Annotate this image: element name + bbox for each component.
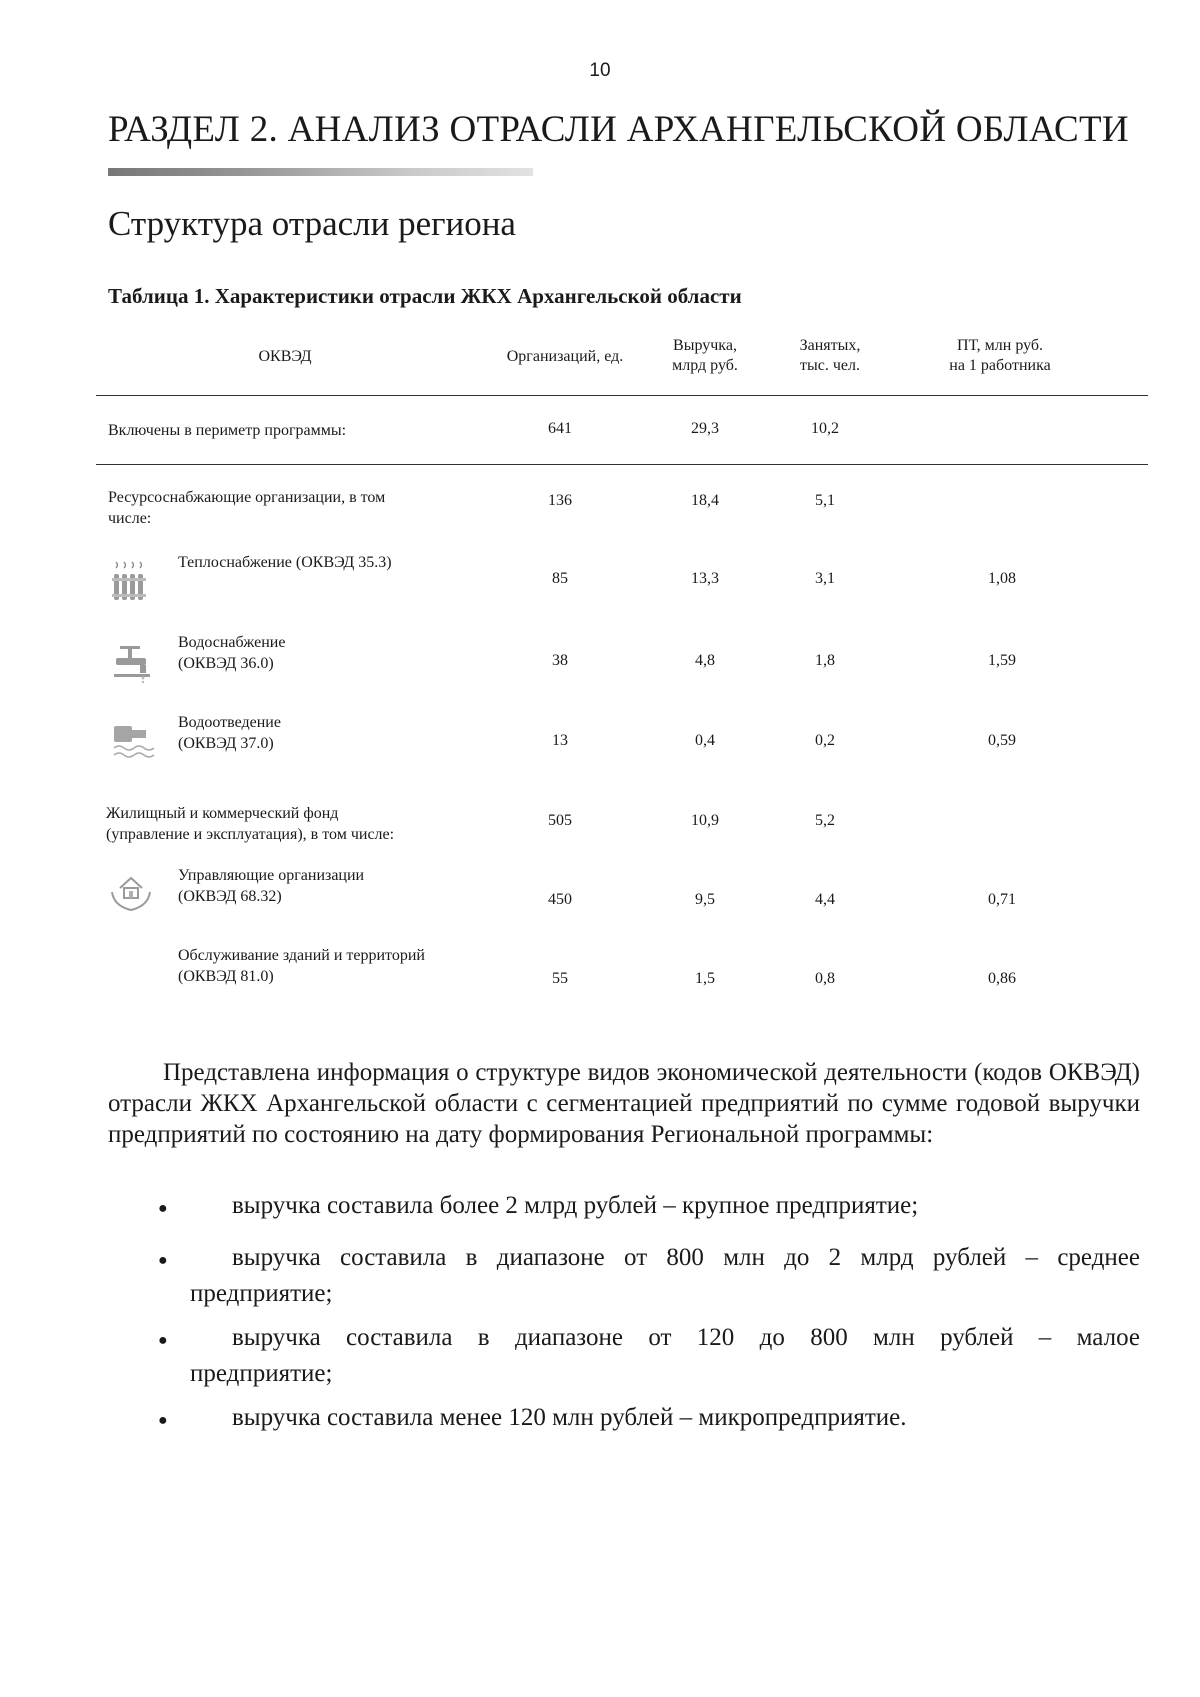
row-label: Обслуживание зданий и территорий (ОКВЭД 81.0) <box>178 947 425 985</box>
row-label: Жилищный и коммерческий фонд (управление и эксплуатация), в том числе: <box>106 805 395 843</box>
bullet-text: выручка составила менее 120 млн рублей – микропредприятие. <box>232 1404 907 1431</box>
row-orgs: 85 <box>552 570 568 587</box>
total-revenue: 29,3 <box>691 420 719 437</box>
row-pt: 0,71 <box>988 891 1016 908</box>
row-employed: 5,2 <box>815 812 835 829</box>
subsection-title: Структура отрасли региона <box>108 204 516 243</box>
row-label: Управляющие организации (ОКВЭД 68.32) <box>178 867 365 905</box>
bullet-icon: ● <box>158 1200 168 1217</box>
bullet-text: выручка составила более 2 млрд рублей – крупное предприятие; <box>232 1192 919 1219</box>
header-employed <box>765 336 895 376</box>
row-employed: 1,8 <box>815 652 835 669</box>
bullet-text-continuation: предприятие; <box>190 1280 333 1307</box>
row-orgs: 450 <box>548 891 572 908</box>
row-pt: 0,86 <box>988 970 1016 987</box>
table-rule-bottom <box>96 464 1148 465</box>
row-orgs: 55 <box>552 970 568 987</box>
water-tap-icon <box>110 640 156 684</box>
row-revenue: 9,5 <box>695 891 715 908</box>
page-number: 10 <box>589 60 611 81</box>
bullet-icon: ● <box>158 1332 168 1349</box>
row-orgs: 136 <box>548 492 572 509</box>
row-label: Водоснабжение (ОКВЭД 36.0) <box>178 634 286 672</box>
section-underline <box>108 168 533 176</box>
row-orgs: 505 <box>548 812 572 829</box>
row-employed: 0,2 <box>815 732 835 749</box>
total-orgs: 641 <box>548 420 572 437</box>
bullet-icon: ● <box>158 1252 168 1269</box>
row-employed: 5,1 <box>815 492 835 509</box>
row-orgs: 38 <box>552 652 568 669</box>
bullet-text: выручка составила в диапазоне от 120 до 800 млн рублей – малое <box>232 1324 1140 1351</box>
house-hands-icon <box>108 870 154 914</box>
row-revenue: 4,8 <box>695 652 715 669</box>
header-pt-line2: на 1 работника <box>949 357 1051 374</box>
header-revenue-line2: млрд руб. <box>672 357 738 374</box>
header-okved: ОКВЭД <box>258 348 312 365</box>
row-employed: 4,4 <box>815 891 835 908</box>
section-title: РАЗДЕЛ 2. АНАЛИЗ ОТРАСЛИ АРХАНГЕЛЬСКОЙ ОБЛАСТИ <box>108 109 1129 150</box>
header-employed-line2: тыс. чел. <box>800 357 860 374</box>
row-revenue: 13,3 <box>691 570 719 587</box>
header-employed-line1: Занятых, <box>799 337 861 354</box>
body-paragraph: Представлена информация о структуре видов экономической деятельности (кодов ОКВЭД) отрасли ЖКХ Архангельской области с сегментацией предприятий по сумме годовой выручки предприятий по состоянию на дату формирования Региональной программы: <box>108 1059 1140 1148</box>
row-label: Теплоснабжение (ОКВЭД 35.3) <box>178 554 392 571</box>
row-revenue: 10,9 <box>691 812 719 829</box>
header-revenue <box>640 336 770 376</box>
row-revenue: 1,5 <box>695 970 715 987</box>
row-pt: 1,08 <box>988 570 1016 587</box>
row-revenue: 18,4 <box>691 492 719 509</box>
row-pt: 1,59 <box>988 652 1016 669</box>
bullet-text: выручка составила в диапазоне от 800 млн до 2 млрд рублей – среднее <box>232 1244 1140 1271</box>
bullet-icon: ● <box>158 1412 168 1429</box>
radiator-icon <box>110 560 156 604</box>
header-pt-line1: ПТ, млн руб. <box>956 337 1044 354</box>
bullet-text-continuation: предприятие; <box>190 1360 333 1387</box>
total-employed: 10,2 <box>811 420 839 437</box>
header-revenue-line1: Выручка, <box>673 337 737 354</box>
header-orgs: Организаций, ед. <box>506 348 624 365</box>
row-employed: 3,1 <box>815 570 835 587</box>
row-label: Водоотведение (ОКВЭД 37.0) <box>178 714 281 752</box>
header-pt <box>920 336 1080 376</box>
table-rule-top <box>96 395 1148 396</box>
row-revenue: 0,4 <box>695 732 715 749</box>
row-pt: 0,59 <box>988 732 1016 749</box>
total-label: Включены в периметр программы: <box>108 422 347 439</box>
row-label: Ресурсоснабжающие организации, в том числе: <box>108 489 386 527</box>
row-employed: 0,8 <box>815 970 835 987</box>
drainage-icon <box>110 718 156 762</box>
row-orgs: 13 <box>552 732 568 749</box>
table-caption: Таблица 1. Характеристики отрасли ЖКХ Архангельской области <box>108 284 742 308</box>
